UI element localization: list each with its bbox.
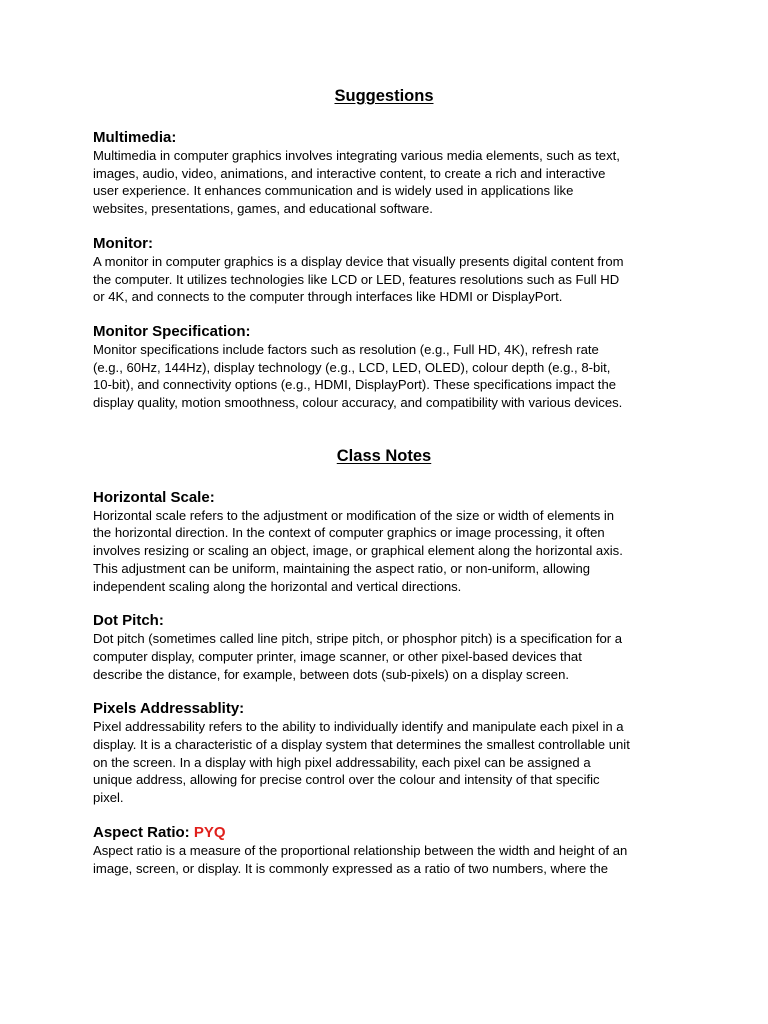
paragraph-pixels-addressability: [93, 718, 675, 807]
heading-monitor-specification: Monitor Specification:: [93, 322, 251, 340]
paragraph-horizontal-scale: [93, 507, 675, 596]
section-title-suggestions: Suggestions: [334, 87, 434, 105]
paragraph-line: websites, presentations, games, and educational software.: [93, 201, 433, 217]
heading-multimedia: Multimedia:: [93, 129, 177, 146]
paragraph-line: (e.g., 60Hz, 144Hz), display technology (e.g., LCD, LED, OLED), colour depth (e.g., 8-bit,: [93, 359, 611, 375]
heading-pixels-addressability: Pixels Addressablity:: [93, 700, 245, 718]
paragraph-monitor-specification: [93, 341, 675, 412]
paragraph-line: Horizontal scale refers to the adjustment or modification of the size or width of elements in: [93, 507, 615, 523]
paragraph-line: the horizontal direction. In the context of computer graphics or image processing, it often: [93, 525, 605, 541]
paragraph-line: describe the distance, for example, between dots (sub-pixels) on a display screen.: [93, 666, 569, 682]
paragraph-line: pixel.: [93, 790, 124, 806]
heading-horizontal-scale: Horizontal Scale:: [93, 488, 215, 506]
paragraph-line: image, screen, or display. It is commonly expressed as a ratio of two numbers, where the: [93, 860, 609, 876]
paragraph-multimedia: [93, 147, 675, 218]
heading-dot-pitch: Dot Pitch:: [93, 612, 164, 630]
paragraph-line: involves resizing or scaling an object, image, or graphical element along the horizontal axis.: [93, 543, 623, 559]
paragraph-monitor: [93, 253, 675, 306]
paragraph-line: unique address, allowing for precise control over the colour and intensity of that specific: [93, 772, 600, 788]
paragraph-line: display. It is a characteristic of a display system that determines the smallest controllable unit: [93, 737, 630, 753]
paragraph-line: A monitor in computer graphics is a display device that visually presents digital content from: [93, 253, 624, 269]
paragraph-line: Multimedia in computer graphics involves integrating various media elements, such as text,: [93, 148, 620, 163]
paragraph-line: display quality, motion smoothness, colour accuracy, and compatibility with various devices.: [93, 395, 623, 411]
paragraph-line: the computer. It utilizes technologies like LCD or LED, features resolutions such as Full HD: [93, 271, 620, 287]
paragraph-line: Dot pitch (sometimes called line pitch, stripe pitch, or phosphor pitch) is a specification for a: [93, 631, 623, 647]
paragraph-line: independent scaling along the horizontal and vertical directions.: [93, 578, 462, 594]
paragraph-line: user experience. It enhances communication and is widely used in applications like: [93, 183, 574, 199]
paragraph-line: Monitor specifications include factors such as resolution (e.g., Full HD, 4K), refresh rate: [93, 341, 599, 357]
heading-monitor: Monitor:: [93, 234, 153, 252]
paragraph-aspect-ratio: [93, 842, 675, 877]
section-title-class-notes: Class Notes: [336, 446, 432, 465]
paragraph-line: computer display, computer printer, image scanner, or other pixel-based devices that: [93, 648, 582, 664]
paragraph-line: Aspect ratio is a measure of the proportional relationship between the width and height of an: [93, 842, 628, 858]
heading-aspect-ratio: [93, 823, 675, 842]
paragraph-dot-pitch: [93, 630, 675, 683]
paragraph-line: 10-bit), and connectivity options (e.g., HDMI, DisplayPort). These specifications impact the: [93, 377, 617, 393]
pyq-tag: PYQ: [193, 823, 226, 841]
heading-aspect-ratio-label: Aspect Ratio:: [93, 823, 190, 841]
paragraph-line: Pixel addressability refers to the ability to individually identify and manipulate each pixel in a: [93, 719, 624, 735]
paragraph-line: or 4K, and connects to the computer through interfaces like HDMI or DisplayPort.: [93, 289, 563, 305]
paragraph-line: on the screen. In a display with high pixel addressability, each pixel can be assigned a: [93, 754, 591, 770]
paragraph-line: This adjustment can be uniform, maintaining the aspect ratio, or non-uniform, allowing: [93, 560, 591, 576]
paragraph-line: images, audio, video, animations, and interactive content, to create a rich and interactive: [93, 165, 606, 181]
